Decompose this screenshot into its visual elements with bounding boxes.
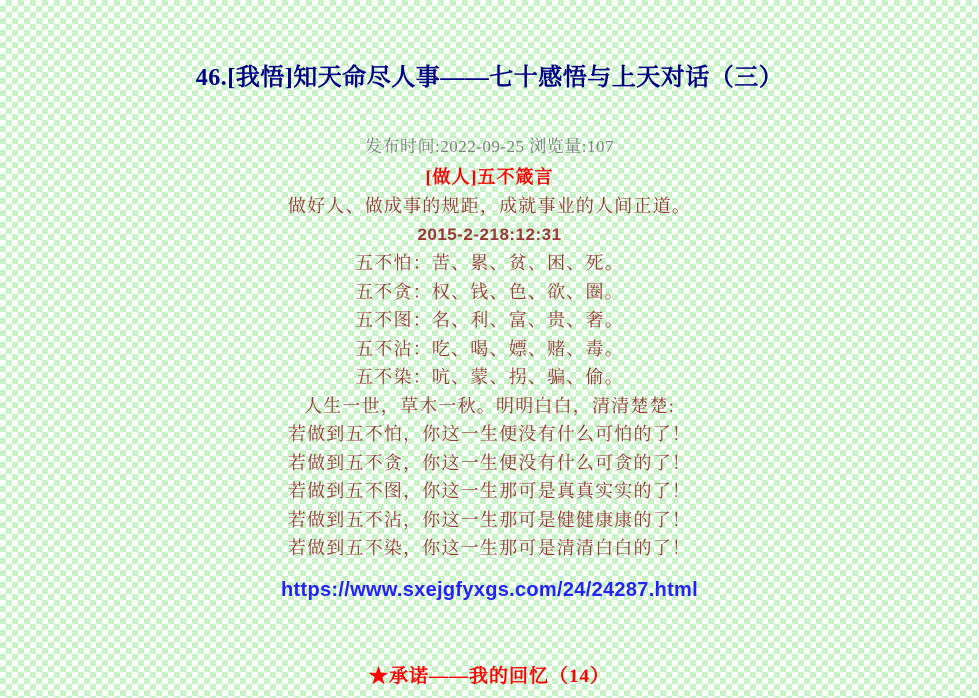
meta-line: 发布时间:2022-09-25 浏览量:107 bbox=[364, 137, 615, 156]
body-line: 若做到五不染，你这一生那可是清清白白的了！ bbox=[287, 538, 692, 558]
body-line: 五不图：名、利、富、贵、奢。 bbox=[355, 310, 624, 330]
body-line: 若做到五不图，你这一生那可是真真实实的了！ bbox=[287, 481, 692, 501]
article-body bbox=[0, 192, 979, 563]
body-line: 五不怕：苦、累、贫、困、死。 bbox=[355, 253, 624, 273]
section-heading: [做人]五不箴言 bbox=[425, 167, 554, 187]
body-line: 五不贪：权、钱、色、欲、圈。 bbox=[355, 281, 624, 302]
timestamp-line: 2015-2-218:12:31 bbox=[417, 224, 562, 244]
article-url-link[interactable]: https://www.sxejgfyxgs.com/24/24287.html bbox=[281, 578, 698, 601]
body-line: 做好人、做成事的规距，成就事业的人间正道。 bbox=[287, 196, 692, 216]
body-line: 人生一世，草木一秋。明明白白，清清楚楚: bbox=[304, 395, 675, 416]
page-title: 46.[我悟]知天命尽人事——七十感悟与上天对话（三） bbox=[195, 65, 784, 91]
body-line: 五不沾：吃、喝、嫖、赌、毒。 bbox=[355, 338, 624, 359]
body-line: 若做到五不贪，你这一生便没有什么可贪的了！ bbox=[287, 452, 692, 473]
body-line: 若做到五不沾，你这一生那可是健健康康的了！ bbox=[287, 509, 692, 530]
footer-title: ★承诺——我的回忆（14） bbox=[368, 665, 610, 687]
body-line: 若做到五不怕，你这一生便没有什么可怕的了！ bbox=[287, 424, 692, 444]
url-row bbox=[0, 577, 979, 603]
body-line: 五不染：吭、蒙、拐、骗、偷。 bbox=[355, 367, 624, 387]
